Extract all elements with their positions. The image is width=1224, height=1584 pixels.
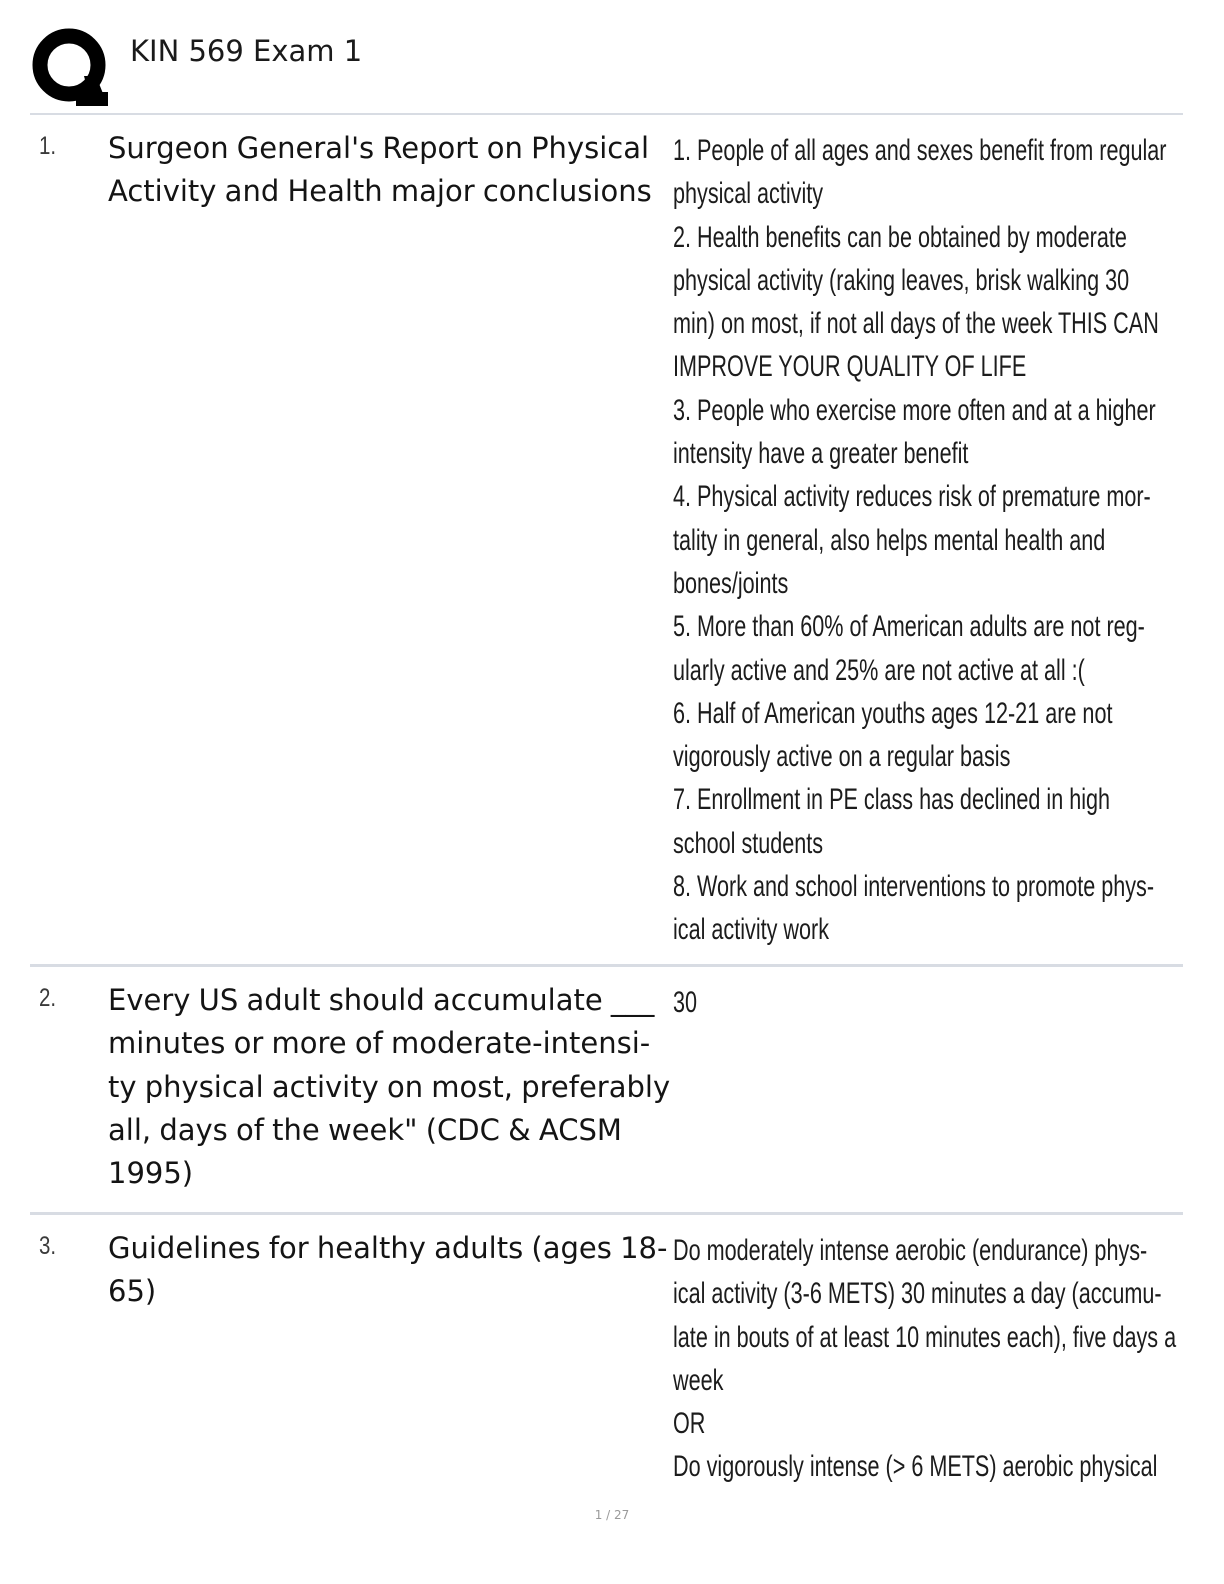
card-definition: Do moderately intense aerobic (endurance) phys-ical activity (3-6 METS) 30 minutes a day (accumu-late in bouts of at least 10 minutes each), five days a week OR Do vigorously intense (> 6 METS) aerobic physical <box>673 1234 1177 1484</box>
card-definition: 1. People of all ages and sexes benefit from regular physical activity 2. Health benefits can be obtained by moderate physical activity (raking leaves, brisk walking 30 min) on most, if not all days of the week THIS CAN IMPROVE YOUR QUALITY OF LIFE 3. People who exercise more often and at a higher intensity have a greater benefit 4. Physical activity reduces risk of premature mor-tality in general, also helps mental health and bones/joints 5. More than 60% of American adults are not reg-ularly active and 25% are not active at all :( 6. Half of American youths ages 12-21 are not vigorously active on a regular basis 7. Enrollment in PE class has declined in high school students 8. Work and school interventions to promote phys-ical activity work <box>673 134 1167 947</box>
document-title: KIN 569 Exam 1 <box>130 34 363 68</box>
card-definition: 30 <box>673 986 698 1019</box>
flashcard-list <box>30 115 1183 1575</box>
flashcard-2 <box>30 967 1183 1215</box>
card-term: Every US adult should accumulate ___ minutes or more of moderate-intensi-ty physical activity on most, preferably all, days of the week" (CDC & ACSM 1995) <box>108 983 671 1191</box>
quizlet-q-logo-icon <box>32 28 108 108</box>
card-definition-wrap <box>673 129 1193 952</box>
page-header <box>0 0 1224 115</box>
card-definition-wrap <box>673 981 1193 1024</box>
card-number: 2. <box>39 984 57 1012</box>
card-number: 1. <box>39 132 57 160</box>
card-term: Guidelines for healthy adults (ages 18-65) <box>108 1231 668 1309</box>
card-number: 3. <box>39 1232 57 1260</box>
card-term: Surgeon General's Report on Physical Activity and Health major conclusions <box>108 131 652 209</box>
flashcard-1 <box>30 115 1183 967</box>
page-number: 1 / 27 <box>594 1508 630 1522</box>
card-definition-wrap <box>673 1229 1193 1489</box>
